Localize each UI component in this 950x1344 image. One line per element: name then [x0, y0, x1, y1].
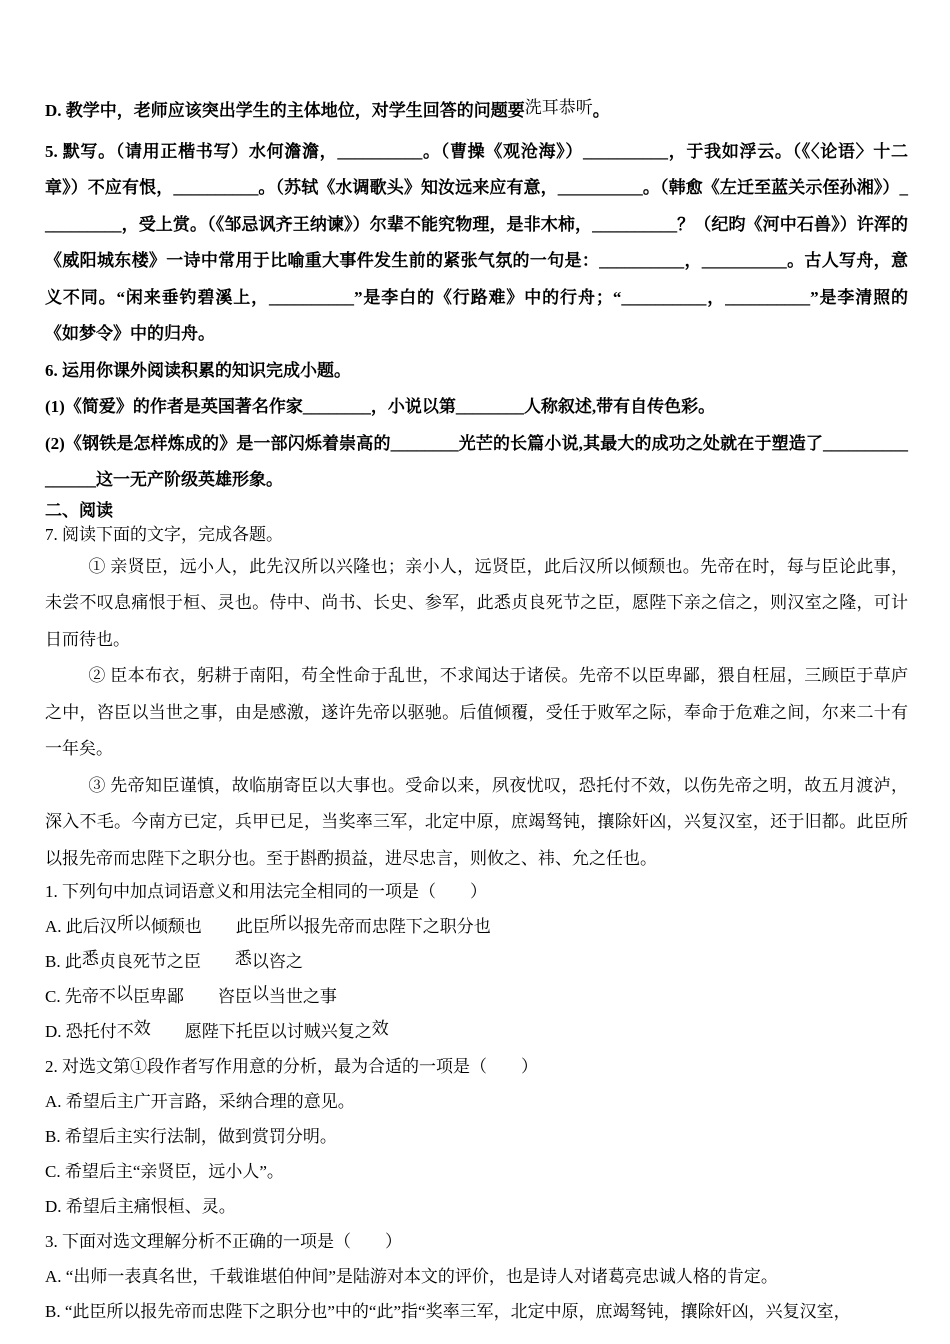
- passage-paragraph-3: ③ 先帝知臣谨慎，故临崩寄臣以大事也。受命以来，夙夜忧叹，恐托付不效，以伤先帝之明，故五月渡泸，深入不毛。今南方已定，兵甲已足，当奖率三军，北定中原，庶竭驽钝，攘除奸凶，兴复汉室，还于旧都。此臣所以报先帝而忠陛下之职分也。至于斟酌损益，进尽忠言，则攸之、祎、允之任也。: [45, 775, 908, 868]
- emphasized-word: 所以: [269, 914, 304, 933]
- passage-paragraph-1: ① 亲贤臣，远小人，此先汉所以兴隆也；亲小人，远贤臣，此后汉所以倾颓也。先帝在时，每与臣论此事，未尝不叹息痛恨于桓、灵也。侍中、尚书、长史、参军，此悉贞良死节之臣，愿陛下亲之信之，则汉室之隆，可计日而待也。: [45, 556, 908, 649]
- emphasized-word: 悉: [234, 949, 252, 968]
- emphasized-word: 以: [115, 984, 133, 1003]
- subquestion-1-option-c: [45, 979, 908, 1014]
- subquestion-3-option-b: B. “此臣所以报先帝而忠陛下之职分也”中的“此”指“奖率三军，北定中原，庶竭驽钝，攘除奸凶，兴复汉室，: [45, 1302, 851, 1321]
- text-segment: 报先帝而忠陛下之职分也: [303, 917, 491, 936]
- text-segment: A. 此后汉: [45, 917, 117, 936]
- subquestion-2-option-d: D. 希望后主痛恨桓、灵。: [45, 1197, 236, 1216]
- emphasized-word: 悉: [81, 949, 99, 968]
- text-segment: D. 恐托付不: [45, 1022, 134, 1041]
- section-title-reading: 二、阅读: [45, 500, 113, 520]
- text-segment: 以咨之: [251, 952, 303, 971]
- subquestion-1-stem: 1. 下列句中加点词语意义和用法完全相同的一项是（ ）: [45, 882, 487, 901]
- text-segment: 臣卑鄙 咨臣: [132, 987, 252, 1006]
- subquestion-2-stem: 2. 对选文第①段作者写作用意的分析，最为合适的一项是（ ）: [45, 1057, 538, 1076]
- question-6-part-2: (2)《钢铁是怎样炼成的》是一部闪烁着崇高的________光芒的长篇小说,其最大的成功之处就在于塑造了________________这一无产阶级英雄形象。: [45, 433, 908, 489]
- text-segment: D. 教学中，老师应该突出学生的主体地位，对学生回答的问题要: [45, 101, 525, 120]
- subquestion-3-stem: 3. 下面对选文理解分析不正确的一项是（ ）: [45, 1232, 402, 1251]
- subquestion-3-option-a: A. “出师一表真名世，千载谁堪伯仲间”是陆游对本文的评价，也是诗人对诸葛亮忠诚人格的肯定。: [45, 1267, 778, 1286]
- emphasized-word: 效: [371, 1019, 389, 1038]
- question-6-part-1: (1)《简爱》的作者是英国著名作家________，小说以第________人称叙述,带有自传色彩。: [45, 397, 716, 416]
- passage-paragraph-2: ② 臣本布衣，躬耕于南阳，苟全性命于乱世，不求闻达于诸侯。先帝不以臣卑鄙，猥自枉屈，三顾臣于草庐之中，咨臣以当世之事，由是感激，遂许先帝以驱驰。后值倾覆，受任于败军之际，奉命于危难之间，尔来二十有一年矣。: [45, 666, 908, 758]
- subquestion-2-option-b: B. 希望后主实行法制，做到赏罚分明。: [45, 1127, 337, 1146]
- subquestion-2-option-a: A. 希望后主广开言路，采纳合理的意见。: [45, 1092, 355, 1111]
- question-7-intro: 7. 阅读下面的文字，完成各题。: [45, 524, 283, 544]
- text-segment: 愿陛下托臣以讨贼兴复之: [150, 1022, 372, 1041]
- subquestion-1-option-a: [45, 909, 908, 944]
- emphasized-word: 以: [251, 984, 269, 1003]
- text-segment: B. 此: [45, 952, 82, 971]
- emphasized-word: 所以: [116, 914, 151, 933]
- question-5-dictation: 5. 默写。（请用正楷书写）水何澹澹，__________。（曹操《观沧海》）__________，于我如浮云。（《〈论语〉十二章》）不应有恨，__________。（苏轼《水调歌头》知汝远来应有意，__________。（韩愈《左迁至蓝关示侄孙湘》）__________，受上赏。（《邹忌讽齐王纳谏》）尔辈不能究物理，是非木柿，__________？（纪昀《河中石兽》）许浑的《威阳城东楼》一诗中常用于比喻重大事件发生前的紧张气氛的一句是：__________，__________。古人写舟，意义不同。“闲来垂钓碧溪上，__________”是李白的《行路难》中的行舟；“__________，__________”是李清照的《如梦令》中的归舟。: [45, 141, 908, 343]
- emphasized-word: 洗耳恭听: [524, 98, 593, 117]
- text-segment: 当世之事: [268, 987, 337, 1006]
- emphasized-word: 效: [133, 1019, 151, 1038]
- subquestion-1-option-d: [45, 1014, 908, 1049]
- text-segment: 贞良死节之臣: [98, 952, 235, 971]
- text-segment: 倾颓也 此臣: [150, 917, 270, 936]
- prev-question-option-d: [45, 93, 908, 130]
- subquestion-2-option-c: C. 希望后主“亲贤臣，远小人”。: [45, 1162, 284, 1181]
- subquestion-1-option-b: [45, 944, 908, 979]
- text-segment: 。: [592, 101, 610, 120]
- text-segment: C. 先帝不: [45, 987, 116, 1006]
- question-6-intro: 6. 运用你课外阅读积累的知识完成小题。: [45, 360, 351, 380]
